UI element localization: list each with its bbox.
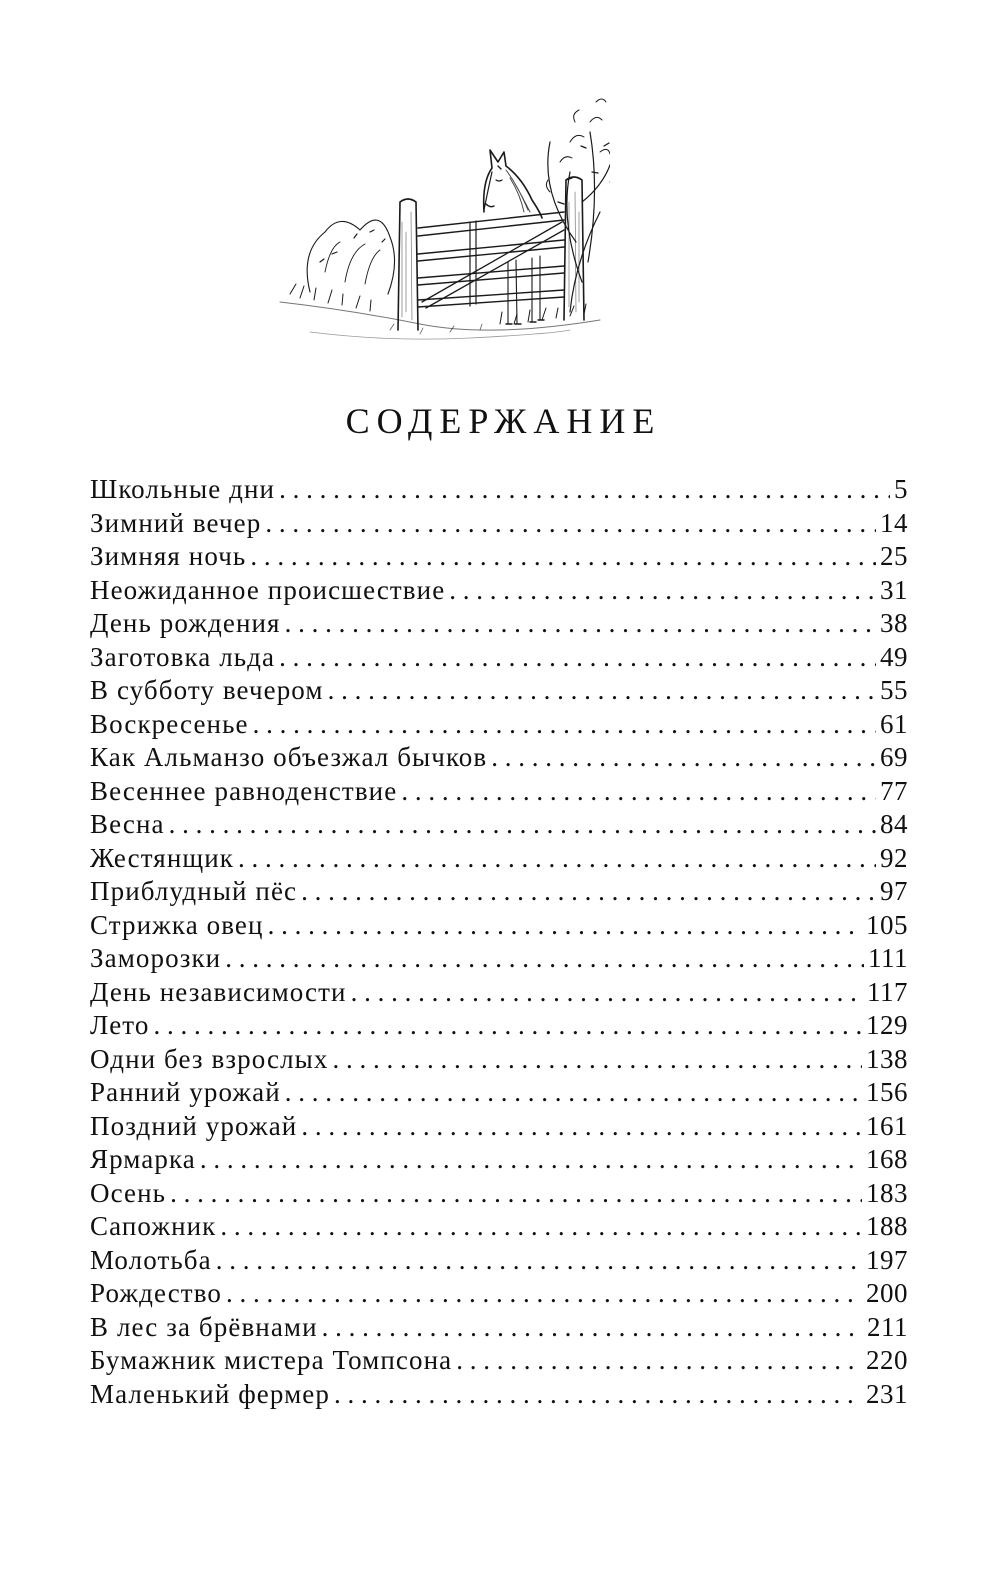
toc-entry — [90, 1278, 908, 1312]
toc-leader-dots — [225, 943, 864, 974]
toc-entry-title: Зимний вечер — [90, 507, 262, 538]
toc-leader-dots — [491, 742, 876, 773]
toc-leader-dots — [238, 843, 876, 874]
horse-at-fence-gate-illustration — [270, 62, 610, 352]
toc-leader-dots — [334, 1379, 862, 1410]
toc-entry-title: Сапожник — [90, 1211, 217, 1241]
toc-entry-title: Зимняя ночь — [90, 541, 247, 571]
toc-entry-page-number: 105 — [866, 909, 908, 940]
toc-entry-title: Маленький фермер — [90, 1378, 330, 1409]
toc-entry — [90, 709, 908, 743]
toc-entry-title: Весна — [90, 809, 165, 839]
toc-entry-page-number: 38 — [880, 608, 908, 638]
toc-entry — [90, 876, 908, 910]
toc-entry — [90, 1245, 908, 1279]
toc-leader-dots — [253, 709, 876, 740]
toc-entry — [90, 1144, 908, 1178]
toc-entry — [90, 1379, 908, 1413]
toc-entry-page-number: 183 — [866, 1177, 908, 1208]
toc-entry-title: Как Альманзо объезжал бычков — [90, 742, 488, 772]
toc-leader-dots — [301, 876, 876, 907]
toc-entry — [90, 1345, 908, 1379]
toc-entry-page-number: 211 — [867, 1311, 908, 1342]
toc-entry-page-number: 161 — [866, 1110, 908, 1141]
toc-entry — [90, 843, 908, 877]
toc-leader-dots — [279, 474, 890, 505]
toc-leader-dots — [200, 1144, 862, 1175]
toc-entry-title: В лес за брёвнами — [90, 1311, 318, 1342]
toc-entry-page-number: 25 — [880, 541, 908, 571]
toc-entry-title: Заготовка льда — [90, 641, 276, 672]
toc-entry — [90, 608, 908, 642]
toc-entry — [90, 575, 908, 609]
toc-entry-title: Одни без взрослых — [90, 1043, 329, 1074]
toc-entry — [90, 1111, 908, 1145]
toc-entry-title: Рождество — [90, 1278, 222, 1308]
toc-entry-page-number: 69 — [880, 742, 908, 772]
toc-entry-page-number: 61 — [880, 708, 908, 739]
toc-entry-page-number: 188 — [866, 1211, 908, 1241]
toc-leader-dots — [153, 1010, 862, 1041]
toc-entry-page-number: 84 — [880, 809, 908, 839]
toc-entry-page-number: 97 — [880, 876, 908, 906]
toc-entry — [90, 1211, 908, 1245]
toc-entry-page-number: 49 — [880, 641, 908, 672]
toc-entry-page-number: 92 — [880, 842, 908, 873]
toc-entry-title: Воскресенье — [90, 708, 249, 739]
toc-leader-dots — [301, 1111, 862, 1142]
toc-leader-dots — [285, 608, 876, 639]
toc-leader-dots — [226, 1278, 862, 1309]
toc-entry-title: Жестянщик — [90, 842, 235, 873]
toc-leader-dots — [322, 1312, 863, 1343]
toc-entry-page-number: 231 — [866, 1378, 908, 1409]
toc-leader-dots — [333, 1044, 862, 1075]
toc-entry — [90, 776, 908, 810]
toc-entry-title: В субботу вечером — [90, 675, 324, 705]
toc-leader-dots — [285, 1077, 862, 1108]
toc-leader-dots — [220, 1211, 862, 1242]
toc-entry-title: Приблудный пёс — [90, 876, 298, 906]
table-of-contents — [90, 474, 908, 1412]
toc-entry — [90, 943, 908, 977]
toc-entry-page-number: 77 — [880, 775, 908, 806]
toc-entry-title: Лето — [90, 1010, 150, 1040]
toc-entry-title: Ярмарка — [90, 1144, 196, 1174]
toc-entry — [90, 1077, 908, 1111]
toc-leader-dots — [401, 776, 876, 807]
toc-entry — [90, 910, 908, 944]
toc-entry-page-number: 168 — [866, 1144, 908, 1174]
toc-entry-page-number: 129 — [866, 1010, 908, 1040]
toc-entry-title: Неожиданное происшествие — [90, 574, 446, 605]
page-title: СОДЕРЖАНИЕ — [345, 401, 662, 441]
toc-entry — [90, 1010, 908, 1044]
toc-entry-page-number: 156 — [866, 1077, 908, 1107]
toc-entry-page-number: 55 — [880, 675, 908, 705]
toc-entry-title: Заморозки — [90, 943, 222, 973]
toc-entry-title: Школьные дни — [90, 474, 276, 504]
toc-entry-title: Молотьба — [90, 1244, 212, 1275]
toc-entry — [90, 508, 908, 542]
toc-entry-title: Весеннее равноденствие — [90, 775, 398, 806]
toc-entry — [90, 1312, 908, 1346]
toc-entry — [90, 541, 908, 575]
toc-leader-dots — [456, 1345, 862, 1376]
toc-leader-dots — [250, 541, 876, 572]
toc-entry-page-number: 117 — [867, 976, 908, 1007]
toc-leader-dots — [279, 642, 876, 673]
toc-entry-title: Стрижка овец — [90, 909, 264, 940]
toc-entry — [90, 1044, 908, 1078]
toc-entry-page-number: 200 — [866, 1278, 908, 1308]
toc-entry-page-number: 111 — [868, 943, 908, 973]
toc-entry-page-number: 220 — [866, 1345, 908, 1375]
toc-entry-page-number: 138 — [866, 1043, 908, 1074]
toc-entry-title: Бумажник мистера Томпсона — [90, 1345, 453, 1375]
toc-entry — [90, 675, 908, 709]
toc-leader-dots — [170, 1178, 862, 1209]
toc-entry-title: День независимости — [90, 976, 347, 1007]
toc-entry-page-number: 14 — [880, 507, 908, 538]
toc-entry-title: Ранний урожай — [90, 1077, 281, 1107]
toc-entry — [90, 642, 908, 676]
toc-entry — [90, 474, 908, 508]
toc-leader-dots — [265, 508, 876, 539]
toc-entry-title: День рождения — [90, 608, 281, 638]
toc-leader-dots — [328, 675, 876, 706]
toc-leader-dots — [268, 910, 862, 941]
toc-entry-title: Поздний урожай — [90, 1110, 298, 1141]
toc-leader-dots — [216, 1245, 862, 1276]
toc-entry-title: Осень — [90, 1177, 167, 1208]
toc-entry-page-number: 197 — [866, 1244, 908, 1275]
toc-leader-dots — [169, 809, 876, 840]
toc-entry — [90, 1178, 908, 1212]
toc-entry — [90, 809, 908, 843]
toc-entry-page-number: 31 — [880, 574, 908, 605]
toc-leader-dots — [449, 575, 876, 606]
toc-entry — [90, 977, 908, 1011]
toc-leader-dots — [351, 977, 863, 1008]
toc-entry — [90, 742, 908, 776]
toc-entry-page-number: 5 — [894, 474, 908, 504]
